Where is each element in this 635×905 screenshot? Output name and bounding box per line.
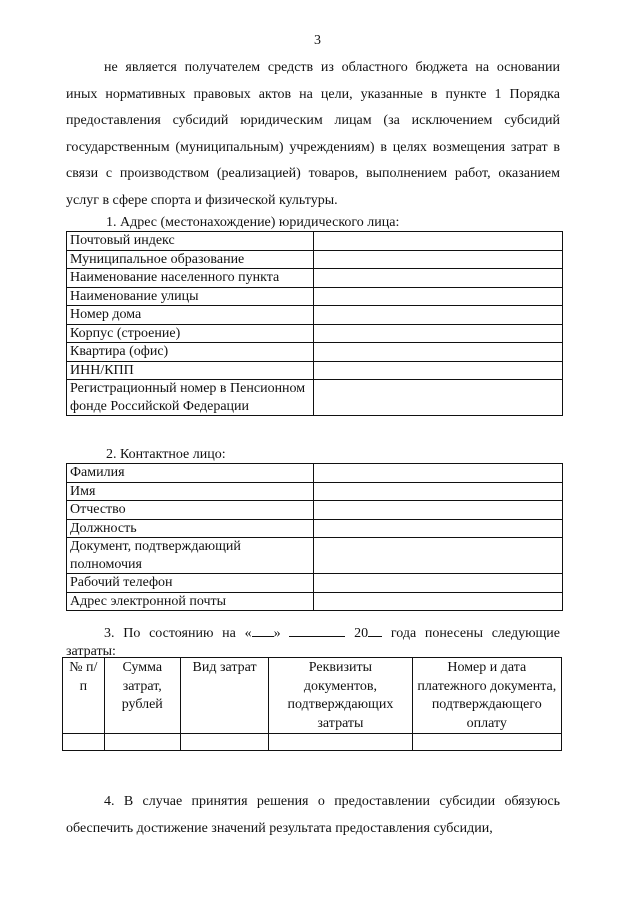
row-value-field[interactable] (314, 501, 563, 520)
table-row (67, 343, 563, 362)
section3-text-c: 20 (354, 626, 369, 641)
table-row (67, 306, 563, 325)
row-label: Отчество (67, 501, 314, 520)
expenses-header-row (63, 658, 562, 734)
table-row (67, 232, 563, 251)
table-cell[interactable] (104, 734, 180, 751)
day-blank[interactable] (252, 624, 274, 637)
row-label: Квартира (офис) (67, 343, 314, 362)
row-label: Должность (67, 519, 314, 538)
section3-text-d: года понесены следующие затраты: (66, 626, 561, 659)
row-value-field[interactable] (314, 482, 563, 501)
table-row (67, 574, 563, 593)
month-blank[interactable] (289, 624, 345, 637)
table-row (67, 324, 563, 343)
table-row (67, 592, 563, 611)
section3-text-b: » (273, 626, 281, 641)
row-label: Наименование населенного пункта (67, 269, 314, 288)
section1-title: 1. Адрес (местонахождение) юридического лица: (106, 215, 400, 230)
row-value-field[interactable] (314, 287, 563, 306)
row-value-field[interactable] (314, 361, 563, 380)
row-value-field[interactable] (314, 592, 563, 611)
address-table (66, 231, 563, 416)
table-row (67, 519, 563, 538)
table-row (67, 361, 563, 380)
row-value-field[interactable] (314, 269, 563, 288)
section2-title: 2. Контактное лицо: (106, 447, 226, 462)
row-label: Документ, подтверждающий полномочия (67, 538, 314, 574)
row-value-field[interactable] (314, 306, 563, 325)
table-row (67, 482, 563, 501)
row-value-field[interactable] (314, 464, 563, 483)
contact-table (66, 463, 563, 611)
row-value-field[interactable] (314, 519, 563, 538)
row-value-field[interactable] (314, 232, 563, 251)
table-row (67, 269, 563, 288)
section3-text (66, 624, 560, 661)
col-requisites: Реквизиты документов, подтверждающих затраты (269, 658, 412, 734)
row-label: Наименование улицы (67, 287, 314, 306)
intro-paragraph: не является получателем средств из областного бюджета на основании иных нормативных правовых актов на цели, указанные в пункте 1 Порядка предоставления субсидий юридическим лицам (за исключением субсидий государственным (муниципальным) учреждениям) в целях возмещения затрат в связи с производством (реализацией) товаров, выполнением работ, оказанием услуг в сфере спорта и физической культуры. (66, 60, 560, 208)
row-label: Фамилия (67, 464, 314, 483)
table-row (67, 287, 563, 306)
expenses-empty-row (63, 734, 562, 751)
section4-text: 4. В случае принятия решения о предоставлении субсидии обязуюсь обеспечить достижение значений результата предоставления субсидии, (66, 794, 560, 836)
table-row (67, 250, 563, 269)
table-cell[interactable] (180, 734, 268, 751)
row-label: Корпус (строение) (67, 324, 314, 343)
row-label: Номер дома (67, 306, 314, 325)
year-blank[interactable] (368, 624, 382, 637)
col-number: № п/п (63, 658, 105, 734)
row-label: Имя (67, 482, 314, 501)
table-row (67, 501, 563, 520)
expenses-table (62, 657, 562, 751)
table-row (67, 538, 563, 574)
row-value-field[interactable] (314, 380, 563, 416)
section3-text-a: 3. По состоянию на « (104, 626, 252, 641)
col-type: Вид затрат (180, 658, 268, 734)
row-label: Муниципальное образование (67, 250, 314, 269)
table-cell[interactable] (412, 734, 561, 751)
row-label: Регистрационный номер в Пенсионном фонде Российской Федерации (67, 380, 314, 416)
table-cell[interactable] (269, 734, 412, 751)
row-value-field[interactable] (314, 574, 563, 593)
table-row (67, 464, 563, 483)
row-value-field[interactable] (314, 250, 563, 269)
row-label: Адрес электронной почты (67, 592, 314, 611)
row-value-field[interactable] (314, 324, 563, 343)
row-value-field[interactable] (314, 538, 563, 574)
row-label: Почтовый индекс (67, 232, 314, 251)
row-label: Рабочий телефон (67, 574, 314, 593)
page-number: 3 (314, 33, 321, 48)
row-value-field[interactable] (314, 343, 563, 362)
table-cell[interactable] (63, 734, 105, 751)
col-payment: Номер и дата платежного документа, подтверждающего оплату (412, 658, 561, 734)
col-sum: Сумма затрат, рублей (104, 658, 180, 734)
row-label: ИНН/КПП (67, 361, 314, 380)
table-row (67, 380, 563, 416)
